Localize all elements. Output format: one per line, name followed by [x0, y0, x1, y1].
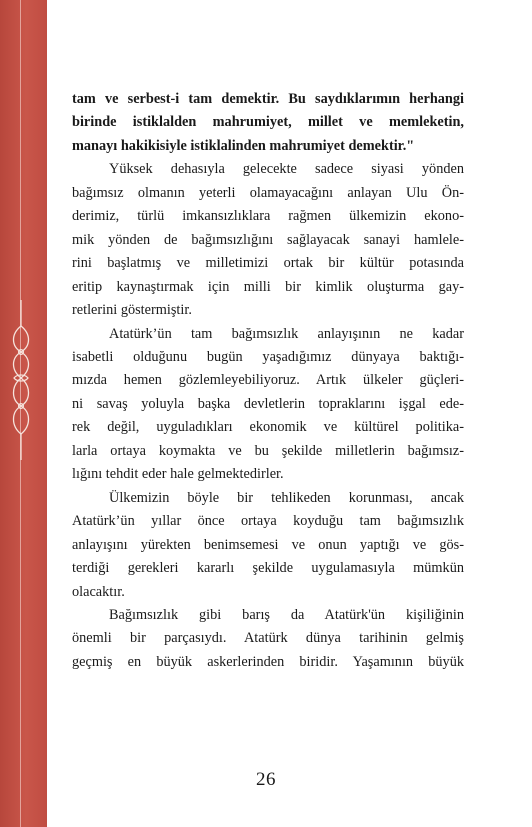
text-line: terdiği gerekleri kararlı şekilde uygulamasıyla mümkün [72, 560, 464, 577]
text-line: Bağımsızlık gibi barış da Atatürk'ün kişiliğinin [109, 606, 464, 623]
text-line: Yüksek dehasıyla gelecekte sadece siyasi yönden [109, 161, 464, 178]
text-line: rini başlatmış ve milletimizi ortak bir kültür potasında [72, 255, 464, 272]
body-text [72, 88, 464, 674]
text-line: anlayışını yürekten benimsemesi ve onun yaptığı ve gös- [72, 536, 464, 553]
text-line: ni savaş yoluyla başka devletlerin topraklarını işgal ede- [72, 395, 464, 412]
text-line: manayı hakikisiyle istiklalinden mahrumiyet demektir." [72, 137, 415, 154]
text-line: derimiz, türlü imkansızlıklara rağmen ülkemizin ekono- [72, 208, 464, 225]
decorative-flourish-icon [8, 300, 34, 460]
paragraph [72, 487, 464, 604]
paragraph [72, 604, 464, 674]
text-line: geçmiş en büyük askerlerinden biridir. Yaşamının büyük [72, 653, 464, 670]
text-line: mızda hemen gözlemleyebiliyoruz. Artık ülkeler güçleri- [72, 372, 464, 389]
text-line: retlerini göstermiştir. [72, 302, 192, 319]
text-line: birinde istiklalden mahrumiyet, millet ve memleketin, [72, 114, 464, 131]
text-line: mik yönden de bağımsızlığını sağlayacak sanayi hamlele- [72, 231, 464, 248]
paragraph [72, 323, 464, 487]
text-line: olacaktır. [72, 583, 125, 600]
text-line: önemli bir parçasıydı. Atatürk dünya tarihinin gelmiş [72, 630, 464, 647]
text-line: lığını tehdit eder hale gelmektedirler. [72, 466, 284, 483]
text-line: tam ve serbest-i tam demektir. Bu saydıklarımın herhangi [72, 91, 464, 107]
decorative-side-band [0, 0, 47, 827]
text-line: rek değil, uyguladıkları ekonomik ve kültürel politika- [72, 419, 464, 436]
text-line: eritip kaynaştırmak için milli bir kimlik oluşturma gay- [72, 278, 464, 295]
text-line: isabetli olduğunu bugün yaşadığımız dünyaya baktığı- [72, 348, 464, 365]
paragraph-bold-quote-end [72, 88, 464, 158]
text-line: bağımsız olmanın yeterli olamayacağını anlayan Ulu Ön- [72, 184, 464, 201]
text-line: Atatürk’ün tam bağımsızlık anlayışının ne kadar [109, 325, 464, 342]
page-number: 26 [256, 769, 276, 790]
text-line: Atatürk’ün yıllar önce ortaya koyduğu tam bağımsızlık [72, 513, 464, 530]
text-line: larla ortaya koymakta ve bu şekilde milletlerin bağımsız- [72, 442, 464, 459]
paragraph [72, 158, 464, 322]
text-line: Ülkemizin böyle bir tehlikeden korunması, ancak [109, 489, 464, 506]
